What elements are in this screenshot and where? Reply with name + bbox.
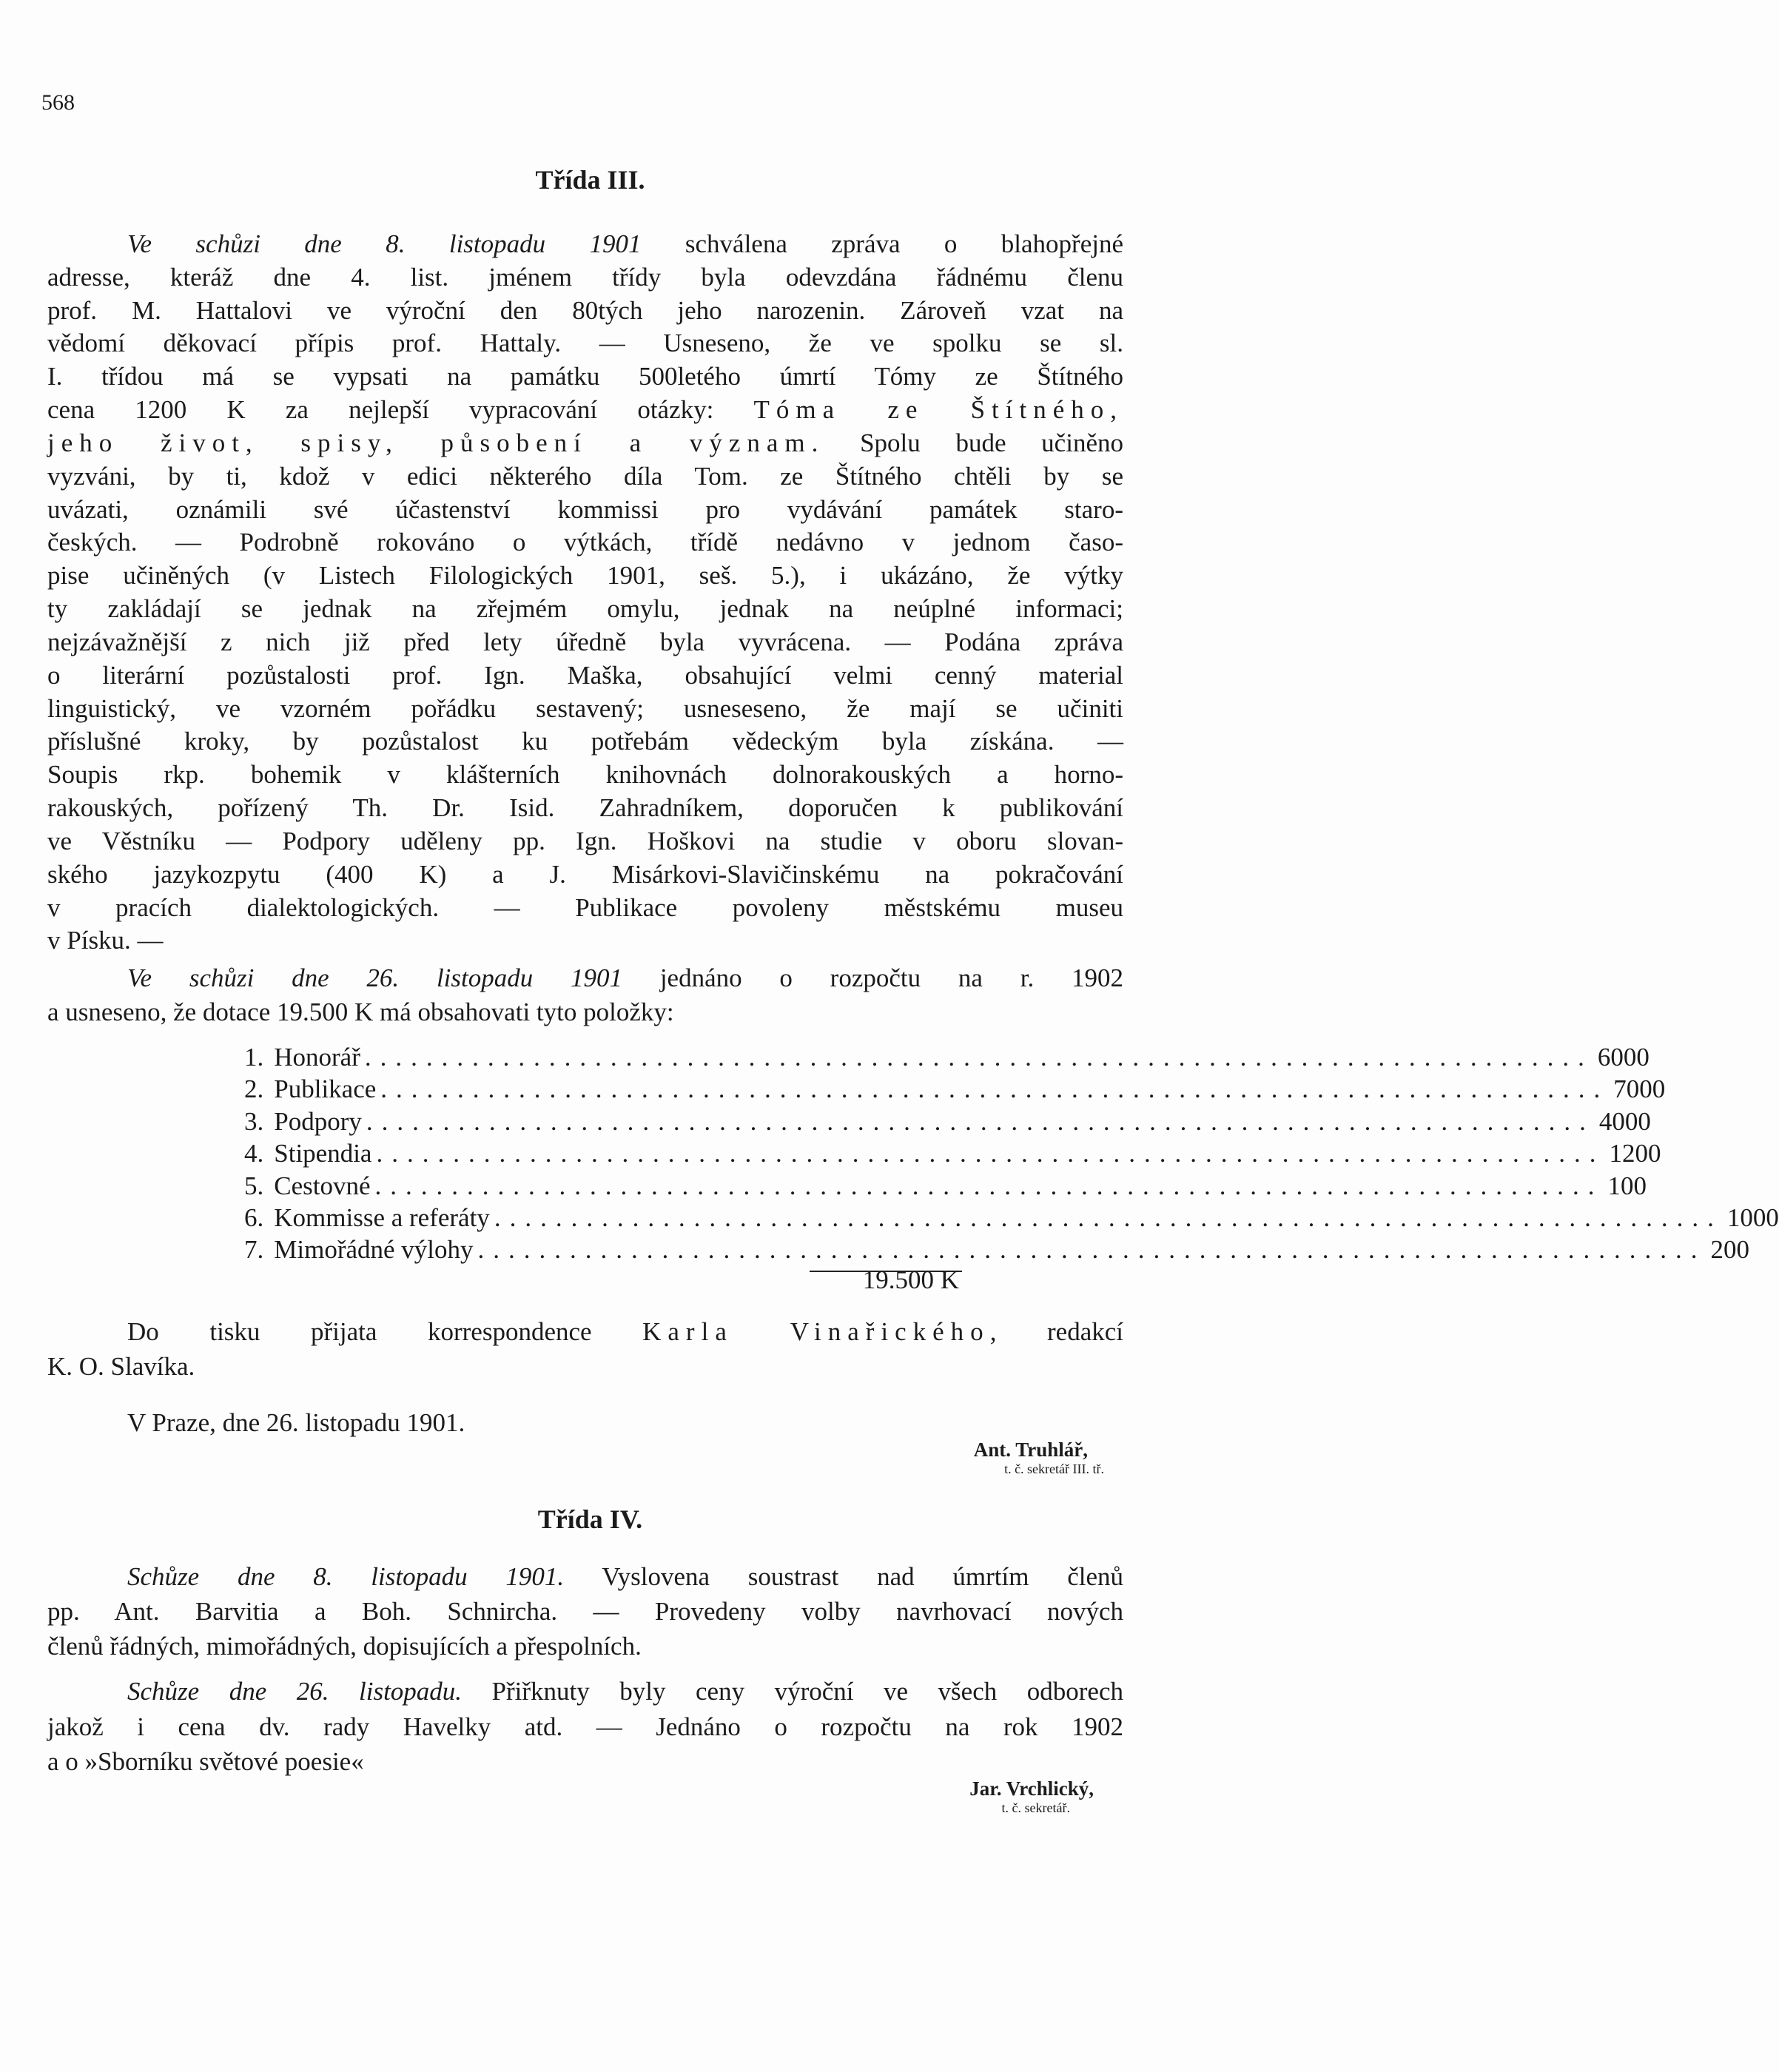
section-heading-class-3: Třída III. <box>535 165 645 195</box>
text-segment: pp. Ant. Barvitia a Boh. Schnircha. — Provedeny volby navrhovací nových <box>47 1597 1123 1626</box>
text-segment: Do tisku přijata korrespondence <box>127 1317 643 1346</box>
text-line <box>47 858 1123 891</box>
text-line <box>47 460 1123 493</box>
budget-item-label: Podpory <box>274 1106 362 1136</box>
budget-item-amount: 4000 <box>1598 1106 1651 1136</box>
spaced-emphasis-segment: Karla Vinařického <box>642 1317 990 1346</box>
signature-title: t. č. sekretář. <box>1001 1800 1070 1815</box>
text-line <box>47 1350 1123 1383</box>
text-segment: Spolu bude učiněno <box>824 428 1123 457</box>
text-segment: cena 1200 K za nejlepší vypracování otázky: <box>47 395 754 425</box>
budget-item-label: Publikace <box>274 1074 377 1104</box>
budget-item-label: Honorář <box>274 1043 360 1072</box>
text-line <box>47 825 1123 858</box>
text-line <box>47 1561 1123 1593</box>
dot-leader: ................................................................................ <box>364 1043 1593 1072</box>
budget-item-amount: 100 <box>1607 1171 1647 1200</box>
text-segment: ského jazykozpytu (400 K) a J. Misárkovi-Slavičinskému na pokračování <box>47 859 1123 889</box>
dot-leader: ................................................................................ <box>376 1139 1605 1168</box>
text-segment: členů řádných, mimořádných, dopisujících a přespolních. <box>47 1632 642 1661</box>
budget-item-label: Kommisse a referáty <box>274 1203 490 1232</box>
text-line <box>47 1630 1123 1663</box>
text-segment: rakouských, pořízený Th. Dr. Isid. Zahradníkem, doporučen k publikování <box>47 793 1123 823</box>
signature-class-3 <box>740 1439 1104 1477</box>
text-line <box>47 295 1123 327</box>
dot-leader: ................................................................................ <box>374 1171 1604 1200</box>
signature-name: Ant. Truhlář, <box>973 1439 1088 1461</box>
budget-item <box>244 1106 1651 1138</box>
text-line <box>47 924 1123 957</box>
text-segment: českých. — Podrobně rokováno o výtkách, třídě nedávno v jednom časo- <box>47 528 1123 557</box>
text-line <box>47 427 1123 460</box>
italic-date-segment: Schůze dne 26. listopadu. <box>127 1677 463 1706</box>
text-segment: o literární pozůstalosti prof. Ign. Maška, obsahující velmi cenný material <box>47 660 1123 690</box>
text-segment: pise učiněných (v Listech Filologických 1901, seš. 5.), i ukázáno, že výtky <box>47 561 1123 591</box>
budget-item-number: 3. <box>244 1106 264 1136</box>
text-line <box>47 659 1123 692</box>
text-line <box>47 1711 1123 1743</box>
budget-item-number: 7. <box>244 1235 264 1265</box>
text-line <box>47 228 1123 260</box>
text-line <box>47 1595 1123 1628</box>
text-line <box>47 626 1123 659</box>
page-number: 568 <box>41 90 75 115</box>
dot-leader: ................................................................................ <box>380 1074 1610 1104</box>
text-line <box>47 494 1123 526</box>
signature-title: t. č. sekretář III. tř. <box>1004 1462 1104 1476</box>
spaced-emphasis-segment: jeho život, spisy, působení a význam. <box>47 428 825 457</box>
budget-total: 19.500 K <box>862 1265 959 1294</box>
text-segment: prof. M. Hattalovi ve výroční den 80tých jeho narozenin. Zároveň vzat na <box>47 295 1123 325</box>
italic-date-segment: Schůze dne 8. listopadu 1901. <box>127 1562 565 1591</box>
signature-class-4 <box>740 1777 1094 1816</box>
text-segment: příslušné kroky, by pozůstalost ku potřebám vědeckým byla získána. — <box>47 727 1123 756</box>
text-line <box>47 996 1123 1029</box>
text-segment: linguistický, ve vzorném pořádku sestavený; usneseseno, že mají se učiniti <box>47 693 1123 723</box>
italic-date-segment: Ve schůzi dne 8. listopadu 1901 <box>127 229 642 258</box>
text-line <box>47 261 1123 294</box>
budget-item <box>244 1137 1661 1170</box>
text-line <box>47 693 1123 725</box>
text-segment: ty zakládají se jednak na zřejmém omylu, jednak na neúplné informaci; <box>47 594 1123 624</box>
budget-item-amount: 6000 <box>1597 1043 1649 1072</box>
dot-leader: ................................................................................ <box>366 1106 1595 1136</box>
budget-item <box>244 1170 1647 1202</box>
text-segment: Přiřknuty byly ceny výroční ve všech odborech <box>462 1677 1123 1706</box>
text-segment: , redakcí <box>989 1317 1123 1346</box>
text-segment: a usneseno, že dotace 19.500 K má obsahovati tyto položky: <box>47 998 674 1026</box>
dot-leader: ................................................................................ <box>477 1235 1706 1265</box>
text-line <box>47 526 1123 559</box>
text-line <box>47 792 1123 824</box>
text-segment: uvázati, oznámili své účastenství kommissi pro vydávání památek staro- <box>47 494 1123 524</box>
budget-item-number: 2. <box>244 1074 264 1104</box>
dot-leader: ................................................................................ <box>494 1203 1723 1232</box>
text-line <box>47 758 1123 791</box>
budget-item-number: 4. <box>244 1139 264 1168</box>
spaced-emphasis-segment: Tóma ze Štítného, <box>753 395 1123 425</box>
budget-item-number: 1. <box>244 1043 264 1072</box>
budget-item <box>244 1041 1649 1074</box>
text-line <box>47 327 1123 360</box>
text-line <box>47 394 1123 426</box>
text-segment: ve Věstníku — Podpory uděleny pp. Ign. Hoškovi na studie v oboru slovan- <box>47 826 1123 855</box>
budget-item-amount: 1000 <box>1726 1203 1779 1232</box>
budget-item-number: 6. <box>244 1203 264 1232</box>
text-line <box>47 725 1123 758</box>
text-line <box>47 559 1123 592</box>
place-date: V Praze, dne 26. listopadu 1901. <box>127 1408 465 1437</box>
text-segment: a o »Sborníku světové poesie« <box>47 1747 364 1776</box>
text-segment: jednáno o rozpočtu na r. 1902 <box>622 963 1123 992</box>
text-segment: vědomí děkovací přípis prof. Hattaly. — Usneseno, že ve spolku se sl. <box>47 329 1123 358</box>
text-segment: K. O. Slavíka. <box>47 1352 195 1381</box>
italic-date-segment: Ve schůzi dne 26. listopadu 1901 <box>127 963 623 992</box>
text-segment: Vyslovena soustrast nad úmrtím členů <box>564 1562 1123 1591</box>
budget-item-label: Stipendia <box>274 1139 372 1168</box>
text-line <box>47 593 1123 625</box>
budget-item-label: Mimořádné výlohy <box>274 1235 474 1265</box>
text-line <box>47 1316 1123 1348</box>
budget-item-amount: 200 <box>1710 1235 1750 1265</box>
text-segment: adresse, kteráž dne 4. list. jménem třídy byla odevzdána řádnému členu <box>47 262 1123 292</box>
text-line <box>47 1746 1123 1778</box>
text-segment: I. třídou má se vypsati na památku 500letého úmrtí Tómy ze Štítného <box>47 362 1123 391</box>
text-segment: v pracích dialektologických. — Publikace povoleny městskému museu <box>47 892 1123 922</box>
text-segment: v Písku. — <box>47 926 164 955</box>
text-segment: vyzváni, by ti, kdož v edici některého díla Tom. ze Štítného chtěli by se <box>47 461 1123 491</box>
text-segment: schválena zpráva o blahopřejné <box>641 229 1123 258</box>
text-line <box>47 962 1123 995</box>
budget-item-label: Cestovné <box>274 1171 371 1200</box>
budget-item-amount: 7000 <box>1613 1074 1666 1104</box>
text-line <box>47 360 1123 393</box>
text-segment: jakož i cena dv. rady Havelky atd. — Jednáno o rozpočtu na rok 1902 <box>47 1712 1123 1741</box>
text-segment: nejzávažnější z nich již před lety úředně byla vyvrácena. — Podána zpráva <box>47 627 1123 656</box>
budget-item <box>244 1073 1666 1106</box>
signature-name: Jar. Vrchlický, <box>969 1777 1094 1800</box>
text-line <box>47 892 1123 924</box>
budget-item <box>244 1202 1779 1234</box>
budget-item-number: 5. <box>244 1171 264 1200</box>
text-line <box>47 1675 1123 1708</box>
text-segment: Soupis rkp. bohemik v klášterních knihovnách dolnorakouských a horno- <box>47 760 1123 790</box>
section-heading-class-4: Třída IV. <box>537 1504 643 1534</box>
budget-item-amount: 1200 <box>1609 1139 1661 1168</box>
budget-item <box>244 1234 1750 1266</box>
